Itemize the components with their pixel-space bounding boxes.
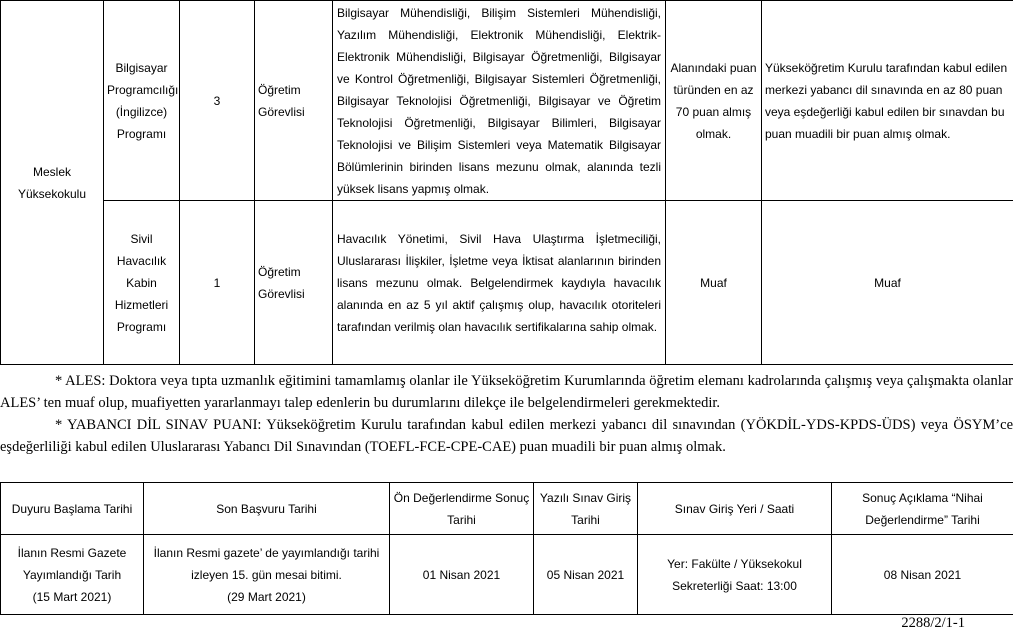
requirement-cell: Havacılık Yönetimi, Sivil Hava Ulaştırma İşletmeciliği, Uluslararası İlişkiler, İşletme veya İktisat alanlarının birinden lisans mezunu olmak. Belgelendirmek kaydıyla havacılık alanında en az 5 yıl aktif çalışmış olup, havacılık otoriteleri tarafından verilmiş olan havacılık sertifikalarına sahip olmak. <box>333 201 666 365</box>
announcement-cell <box>1 535 144 615</box>
ales-note <box>0 370 1013 414</box>
program-row <box>1 201 1013 365</box>
quota-cell: 1 <box>180 201 255 365</box>
requirement-cell: Bilgisayar Mühendisliği, Bilişim Sistemleri Mühendisliği, Yazılım Mühendisliği, Elektronik Mühendisliği, Elektrik-Elektronik Mühendisliği, Bilgisayar Öğretmenliği, Bilgisayar ve Kontrol Öğretmenliği, Bilgisayar Sistemleri Öğretmenliği, Bilgisayar Teknolojisi Öğretmenliği, Bilgisayar ve Öğretim Teknolojisi Öğretmenliği, Bilgisayar Bilimleri, Bilgisayar Teknolojisi ve Bilişim Sistemleri veya Matematik Bilgisayar Bölümlerinin birinden lisans mezunu olmak, alanında tezli yüksek lisans yapmış olmak. <box>333 1 666 201</box>
header-final-result: Sonuç Açıklama “Nihai Değerlendirme” Tarihi <box>832 483 1013 535</box>
position-cell: Öğretim Görevlisi <box>255 201 333 365</box>
announcement-date: (15 Mart 2021) <box>32 589 112 604</box>
school-cell: Meslek Yüksekokulu <box>1 1 104 365</box>
program-name-cell: Bilgisayar Programcılığı (İngilizce) Programı <box>104 1 180 201</box>
language-note-text: * YABANCI DİL SINAV PUANI: Yükseköğretim Kurulu tarafından kabul edilen merkezi yabancı dil sınavından (YÖKDİL-YDS-KPDS-ÜDS) veya ÖSYM’ce eşdeğerliliği kabul edilen Uluslararası Yabancı Dil Sınavından (TOEFL-FCE-CPE-CAE) puan muadili bir puan almış olmak. <box>0 417 1013 455</box>
ales-note-text: * ALES: Doktora veya tıpta uzmanlık eğitimini tamamlamış olanlar ile Yükseköğretim Kurumlarında öğretim elemanı kadrolarında çalışmış veya çalışmakta olanlar ALES’ ten muaf olup, muafiyetten yararlanmayı talep edenlerin bu durumlarını dilekçe ile belgelendirmeleri gerekmektedir. <box>0 373 1013 411</box>
document-reference: 2288/2/1-1 <box>901 615 965 631</box>
header-exam-place: Sınav Giriş Yeri / Saati <box>638 483 832 535</box>
position-cell: Öğretim Görevlisi <box>255 1 333 201</box>
quota-cell: 3 <box>180 1 255 201</box>
pre-evaluation-cell: 01 Nisan 2021 <box>390 535 534 615</box>
announcement-text: İlanın Resmi Gazete Yayımlandığı Tarih <box>17 545 127 582</box>
deadline-text: İlanın Resmi gazete’ de yayımlandığı tarihi izleyen 15. gün mesai bitimi. <box>153 545 380 582</box>
header-written-exam: Yazılı Sınav Giriş Tarihi <box>534 483 638 535</box>
schedule-header-row <box>1 483 1013 535</box>
language-note <box>0 414 1013 458</box>
final-result-cell: 08 Nisan 2021 <box>832 535 1013 615</box>
schedule-table <box>0 482 1013 615</box>
schedule-row <box>1 535 1013 615</box>
exam-place-cell: Yer: Fakülte / Yüksekokul Sekreterliği Saat: 13:00 <box>638 535 832 615</box>
program-row <box>1 1 1013 201</box>
deadline-date: (29 Mart 2021) <box>227 589 306 604</box>
language-cell: Muaf <box>762 201 1013 365</box>
header-pre-evaluation: Ön Değerlendirme Sonuç Tarihi <box>390 483 534 535</box>
ales-cell: Muaf <box>666 201 762 365</box>
ales-cell: Alanındaki puan türünden en az 70 puan almış olmak. <box>666 1 762 201</box>
program-name-cell: Sivil Havacılık Kabin Hizmetleri Programı <box>104 201 180 365</box>
header-announcement-date: Duyuru Başlama Tarihi <box>1 483 144 535</box>
written-exam-cell: 05 Nisan 2021 <box>534 535 638 615</box>
deadline-cell <box>144 535 390 615</box>
language-cell: Yükseköğretim Kurulu tarafından kabul edilen merkezi yabancı dil sınavında en az 80 puan veya eşdeğerliği kabul edilen bir sınavdan bu puan muadili bir puan almış olmak. <box>762 1 1013 201</box>
header-deadline: Son Başvuru Tarihi <box>144 483 390 535</box>
